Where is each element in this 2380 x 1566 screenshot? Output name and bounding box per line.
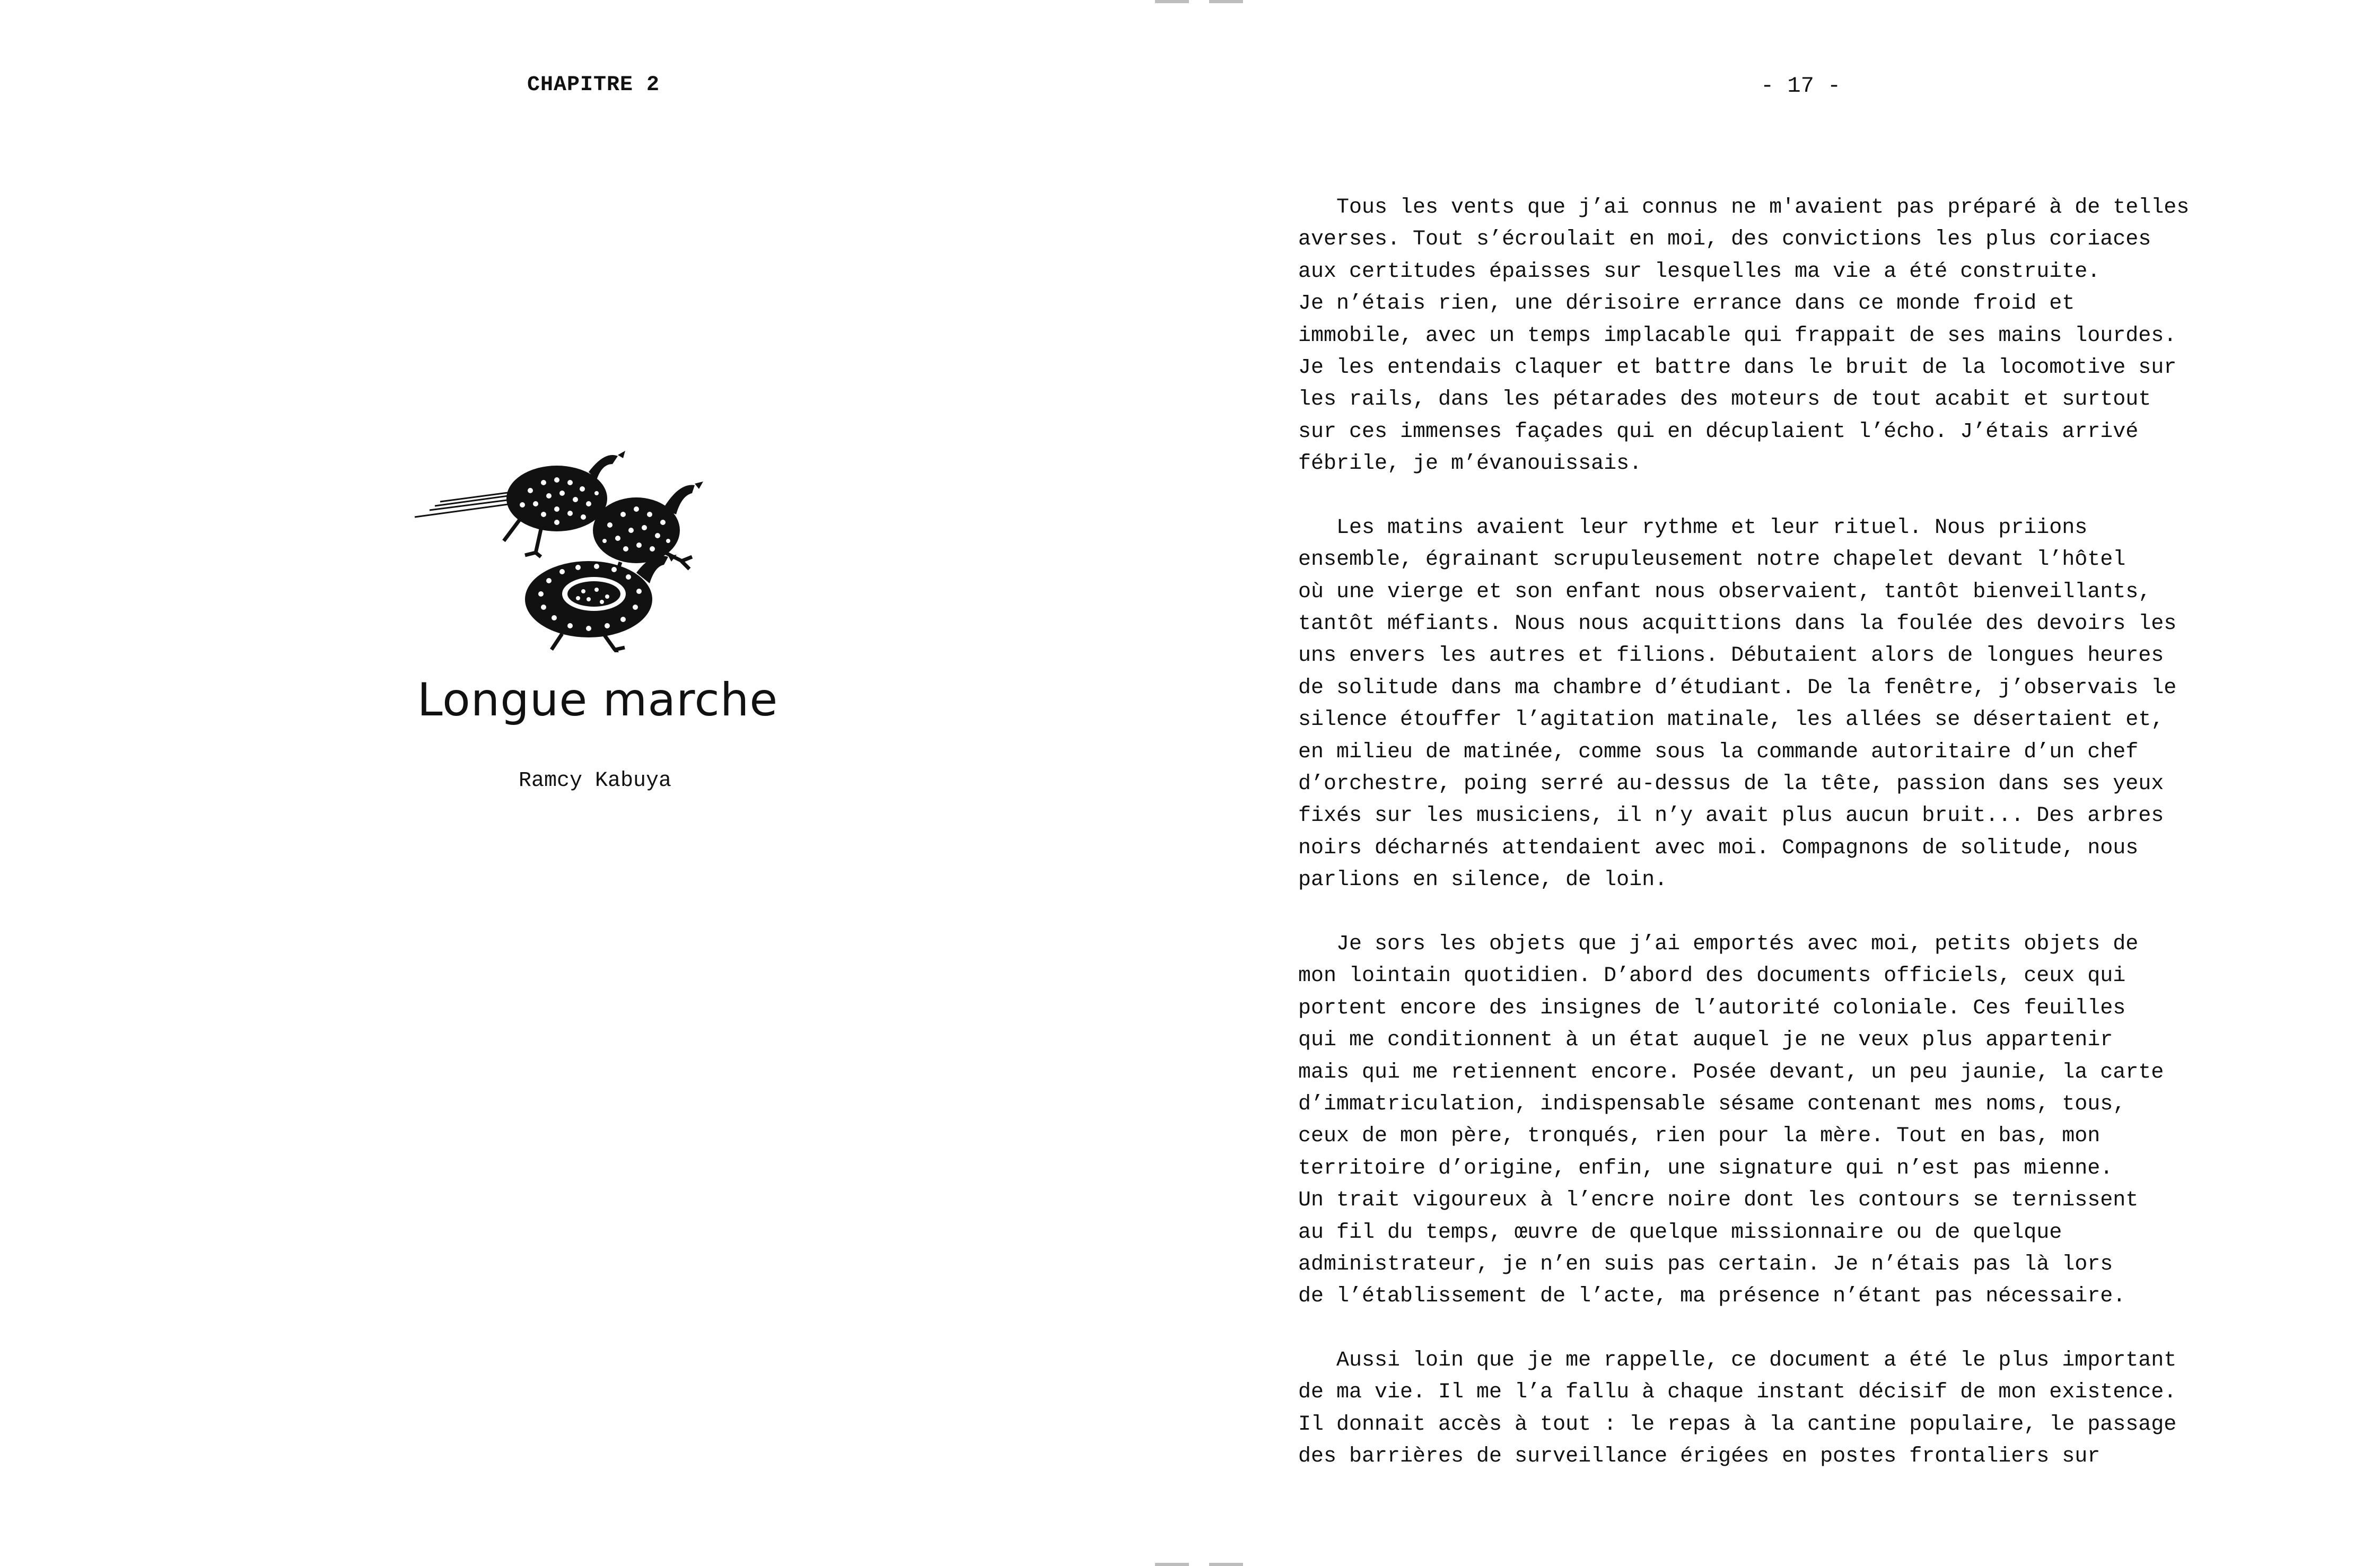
text-line: noirs décharnés attendaient avec moi. Compagnons de solitude, nous <box>1298 836 2139 860</box>
text-line: qui me conditionnent à un état auquel je ne veux plus appartenir <box>1298 1028 2113 1053</box>
paragraph <box>1298 192 2338 480</box>
text-line: mon lointain quotidien. D’abord des documents officiels, ceux qui <box>1298 964 2126 988</box>
text-line: portent encore des insignes de l’autorité coloniale. Ces feuilles <box>1298 996 2126 1020</box>
chapter-title: Longue marche <box>417 673 778 727</box>
paragraph <box>1298 1345 2338 1473</box>
text-line: ceux de mon père, tronqués, rien pour la mère. Tout en bas, mon <box>1298 1124 2101 1149</box>
text-line: Il donnait accès à tout : le repas à la cantine populaire, le passage <box>1298 1412 2177 1437</box>
text-line: les rails, dans les pétarades des moteurs de tout acabit et surtout <box>1298 388 2151 412</box>
text-line: d’immatriculation, indispensable sésame contenant mes noms, tous, <box>1298 1092 2126 1116</box>
text-line: Les matins avaient leur rythme et leur rituel. Nous priions <box>1336 515 2088 540</box>
text-line: territoire d’origine, enfin, une signature qui n’est pas mienne. <box>1298 1156 2113 1180</box>
text-line: tantôt méfiants. Nous nous acquittions dans la foulée des devoirs les <box>1298 612 2177 636</box>
text-line: en milieu de matinée, comme sous la commande autoritaire d’un chef <box>1298 740 2139 764</box>
text-line: Je sors les objets que j’ai emportés avec moi, petits objets de <box>1336 932 2139 956</box>
text-line: où une vierge et son enfant nous observaient, tantôt bienveillants, <box>1298 580 2151 604</box>
text-line: mais qui me retiennent encore. Posée devant, un peu jaunie, la carte <box>1298 1060 2164 1084</box>
text-line: Un trait vigoureux à l’encre noire dont les contours se ternissent <box>1298 1188 2139 1213</box>
guinea-fowl-bottom <box>525 555 677 652</box>
guinea-fowl-illustration <box>414 440 742 652</box>
text-line: aux certitudes épaisses sur lesquelles ma vie a été construite. <box>1298 259 2101 284</box>
paragraph <box>1298 512 2338 897</box>
page-number: - 17 - <box>1761 73 1841 99</box>
text-line: Je les entendais claquer et battre dans le bruit de la locomotive sur <box>1298 355 2177 380</box>
text-line: fixés sur les musiciens, il n’y avait plus aucun bruit... Des arbres <box>1298 804 2164 828</box>
text-line: d’orchestre, poing serré au-dessus de la tête, passion dans ses yeux <box>1298 772 2164 797</box>
right-page <box>1190 0 2380 1566</box>
text-line: de ma vie. Il me l’a fallu à chaque instant décisif de mon existence. <box>1298 1380 2177 1405</box>
text-line: averses. Tout s’écroulait en moi, des convictions les plus coriaces <box>1298 228 2151 252</box>
text-line: de solitude dans ma chambre d’étudiant. De la fenêtre, j’observais le <box>1298 676 2177 700</box>
paragraph <box>1298 929 2338 1313</box>
text-line: au fil du temps, œuvre de quelque missionnaire ou de quelque <box>1298 1220 2062 1245</box>
text-line: Aussi loin que je me rappelle, ce document a été le plus important <box>1336 1349 2177 1373</box>
text-line: fébrile, je m’évanouissais. <box>1298 452 1642 476</box>
text-line: administrateur, je n’en suis pas certain. Je n’étais pas là lors <box>1298 1252 2113 1276</box>
running-head: CHAPITRE 2 <box>527 73 660 97</box>
text-line: immobile, avec un temps implacable qui frappait de ses mains lourdes. <box>1298 323 2177 348</box>
text-line: Je n’étais rien, une dérisoire errance dans ce monde froid et <box>1298 292 2075 316</box>
text-line: ensemble, égrainant scrupuleusement notre chapelet devant l’hôtel <box>1298 548 2126 572</box>
text-line: de l’établissement de l’acte, ma présence n’étant pas nécessaire. <box>1298 1284 2126 1309</box>
text-line: Tous les vents que j’ai connus ne m'avaient pas préparé à de telles <box>1336 196 2190 220</box>
author-name: Ramcy Kabuya <box>518 769 672 793</box>
text-line: silence étouffer l’agitation matinale, les allées se désertaient et, <box>1298 708 2164 732</box>
text-line: parlions en silence, de loin. <box>1298 868 1668 893</box>
text-line: uns envers les autres et filions. Débutaient alors de longues heures <box>1298 644 2164 668</box>
body-text <box>1298 192 2338 1505</box>
text-line: sur ces immenses façades qui en décuplaient l’écho. J’étais arrivé <box>1298 419 2139 444</box>
text-line: des barrières de surveillance érigées en postes frontaliers sur <box>1298 1445 2101 1469</box>
